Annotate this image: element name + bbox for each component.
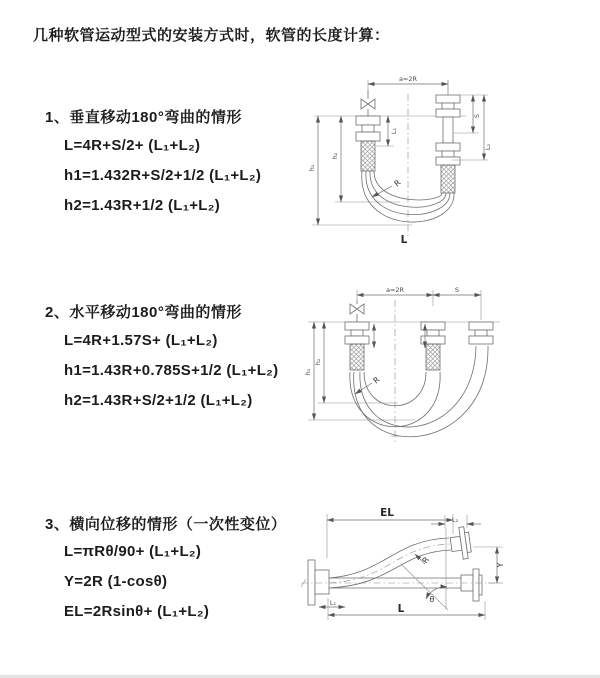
dim-label-l: L: [397, 603, 405, 615]
section-2-formula-h1: h1=1.43R+0.785S+1/2 (L₁+L₂): [64, 362, 279, 379]
section-3-formula-l: L=πRθ/90+ (L₁+L₂): [64, 543, 202, 560]
dim-label-a2r: a=2R: [385, 286, 405, 294]
section-3-heading: 3、横向位移的情形（一次性变位）: [45, 516, 287, 533]
displaced-pipe-fitting: [469, 322, 493, 344]
left-pipe-fitting: [356, 116, 380, 171]
dim-label-s: S: [473, 113, 481, 119]
dim-label-l1: L₁: [390, 127, 398, 135]
dim-label-theta: θ: [429, 595, 435, 604]
section-1-formula-h2: h2=1.43R+1/2 (L₁+L₂): [64, 197, 221, 214]
diagram-2-horizontal-180-bend: [300, 280, 600, 465]
section-2-formula-l: L=4R+1.57S+ (L₁+L₂): [64, 332, 218, 349]
dim-label-h1: h₁: [308, 164, 316, 172]
diagram-3-lateral-displacement: [295, 498, 600, 653]
displaced-flange: [449, 526, 472, 560]
dim-label-h2: h₂: [314, 358, 322, 366]
section-1-formula-h1: h1=1.432R+S/2+1/2 (L₁+L₂): [64, 167, 262, 184]
dim-label-a2r: a=2R: [398, 75, 418, 83]
dim-label-r: R: [392, 178, 403, 189]
section-2-heading: 2、水平移动180°弯曲的情形: [45, 304, 242, 321]
left-flange: [308, 560, 329, 605]
valve-icon: [350, 300, 364, 322]
left-pipe-fitting: [345, 322, 369, 370]
dim-label-r: R: [420, 555, 432, 566]
u-hose-curves: [350, 346, 488, 437]
section-1-heading: 1、垂直移动180°弯曲的情形: [45, 109, 242, 126]
dim-label-r: R: [371, 375, 382, 386]
dim-label-l-total: L: [400, 234, 408, 246]
right-pipe-fitting: [436, 80, 460, 193]
page-title: 几种软管运动型式的安装方式时，软管的长度计算：: [33, 27, 390, 44]
braided-hose-section: [441, 165, 455, 193]
braided-hose-section: [361, 141, 375, 171]
section-3-formula-el: EL=2Rsinθ+ (L₁+L₂): [64, 603, 210, 620]
section-3-formula-y: Y=2R (1-cosθ): [64, 573, 168, 590]
dim-label-l2: L₂: [451, 516, 459, 524]
dim-label-l2: L₂: [484, 143, 492, 151]
displaced-hose-curve: [329, 538, 451, 588]
dim-label-h2: h₂: [331, 152, 339, 160]
dim-label-h1: h₁: [304, 368, 312, 376]
dim-label-l1: L₁: [329, 599, 337, 607]
middle-pipe-fitting: [421, 322, 445, 370]
straight-position-flange: [461, 569, 482, 601]
dim-label-el: EL: [380, 507, 394, 519]
diagram-1-vertical-180-bend: [300, 66, 600, 266]
dim-label-y: Y: [496, 562, 505, 568]
valve-icon: [361, 90, 375, 116]
dim-label-s: S: [454, 286, 460, 294]
section-2-formula-h2: h2=1.43R+S/2+1/2 (L₁+L₂): [64, 392, 253, 409]
section-1-formula-l: L=4R+S/2+ (L₁+L₂): [64, 137, 201, 154]
